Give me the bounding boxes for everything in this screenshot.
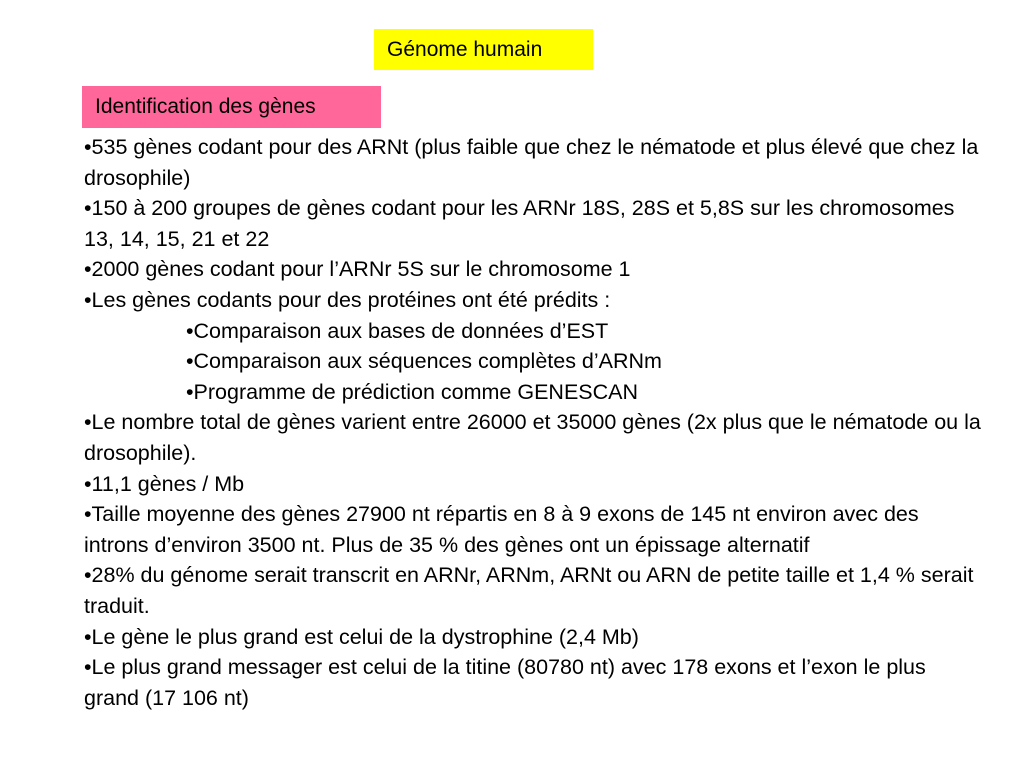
sub-bullet-item: •Comparaison aux séquences complètes d’ARNm bbox=[186, 349, 662, 374]
section-heading: Identification des gènes bbox=[82, 86, 381, 128]
sub-bullet-item: •Programme de prédiction comme GENESCAN bbox=[186, 379, 639, 404]
bullet-item: •28% du génome serait transcrit en ARNr, ARNm, ARNt ou ARN de petite taille et 1,4 % serait traduit. bbox=[84, 563, 974, 618]
bullet-item: •Les gènes codants pour des protéines ont été prédits : bbox=[84, 287, 611, 312]
bullet-item: •150 à 200 groupes de gènes codant pour les ARNr 18S, 28S et 5,8S sur les chromosomes 13, 14, 15, 21 et 22 bbox=[84, 196, 955, 251]
bullet-item: •Le gène le plus grand est celui de la dystrophine (2,4 Mb) bbox=[84, 624, 639, 649]
bullet-list bbox=[84, 132, 984, 713]
bullet-item: •Le nombre total de gènes varient entre 26000 et 35000 gènes (2x plus que le nématode ou la drosophile). bbox=[84, 410, 981, 465]
bullet-item: •11,1 gènes / Mb bbox=[84, 471, 245, 496]
bullet-item: •Le plus grand messager est celui de la titine (80780 nt) avec 178 exons et l’exon le plus grand (17 106 nt) bbox=[84, 655, 926, 710]
slide-title: Génome humain bbox=[374, 29, 593, 70]
bullet-item: •535 gènes codant pour des ARNt (plus faible que chez le nématode et plus élevé que chez la drosophile) bbox=[84, 135, 979, 190]
sub-bullet-item: •Comparaison aux bases de données d’EST bbox=[186, 318, 609, 343]
bullet-item: •Taille moyenne des gènes 27900 nt répartis en 8 à 9 exons de 145 nt environ avec des introns d’environ 3500 nt. Plus de 35 % des gènes ont un épissage alternatif bbox=[84, 502, 919, 557]
bullet-item: •2000 gènes codant pour l’ARNr 5S sur le chromosome 1 bbox=[84, 257, 631, 282]
